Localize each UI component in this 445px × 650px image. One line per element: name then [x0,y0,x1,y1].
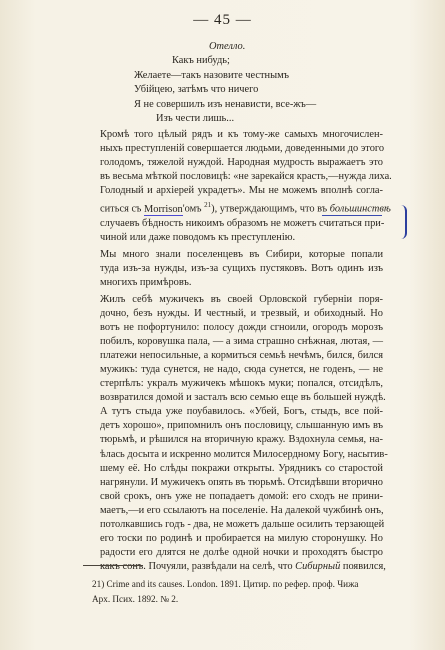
text-line: платежи непосильные, а кормиться семьѣ нечѣмъ, бился, бился [100,350,383,362]
page-number: — 45 — [193,12,252,28]
text-line: радости его длятся не долѣе одной ночки и проходятъ быстро [100,546,383,558]
text-fragment: ), утверждающимъ, что въ [211,203,330,215]
verse-quote [134,40,374,126]
text-line: вотъ не пофортунило: полосу дожди сгноили, огородъ морозъ [100,322,383,334]
text-fragment: 'омъ [182,203,205,215]
text-line: Кромѣ того цѣлый рядъ и къ тому-же самыхъ многочислен- [100,129,383,140]
text-line: возвратился домой и засталъ всю семью еще въ большей нуждѣ. [100,392,386,404]
verse-line: Желаете—такъ назовите честнымъ [134,69,290,81]
text-fragment: какъ сонъ. Почуяли, развѣдали на селѣ, что [100,560,296,572]
emphasis-word: Сибирный [295,560,341,572]
paragraph-siberia [83,248,383,290]
verse-line: Убійцею, затѣмъ что ничего [134,84,259,96]
verse-speaker: Отелло. [209,41,246,52]
text-line: побилъ, коровушка пала, — а зима страшно снѣжная, лютая, — [100,336,383,348]
text-line: стерпѣлъ: укралъ мужичекъ мѣшокъ муки; попался, отсидѣлъ, [100,378,383,390]
verse-line: Я не совершилъ изъ ненависти, все-жъ— [134,98,317,110]
text-line: Голодный и архіерей украдетъ». Мы не можемъ вполнѣ согла- [100,185,383,197]
text-line: дочно, безъ нужды. И честный, и трезвый, и обиходный. Но [100,308,383,320]
text-line: Мы много знали поселенцевъ въ Сибири, которые попали [100,248,383,260]
body-text [83,128,392,577]
footnote-divider [83,565,143,566]
text-line: многихъ примѣровъ. [100,276,192,288]
text-line: голодомъ, тяжелой нуждой. Народная мудрость выражаетъ это [100,157,383,169]
author-name-underlined: Morrison [144,203,183,215]
paragraph-poverty [83,128,392,245]
text-line: чиной или даже поводомъ къ преступленію. [100,231,296,243]
footnote-line: 21) Crime and its causes. London. 1891. Цитир. по рефер. проф. Чижа [92,579,359,589]
paragraph-story [83,293,388,574]
text-line [83,560,386,574]
text-line: шему её. Но слѣды покражи открыты. Урядникъ со старостой [100,462,383,474]
text-line: ныхъ преступленій совершается людьми, доведенными до этого [100,143,385,155]
footnote-line: Арх. Псих. 1892. № 2. [92,594,179,604]
pencil-underline-mark [322,215,382,216]
text-line: свой срокъ, онъ уже не попадаетъ домой: его сходъ не прини- [100,490,383,502]
text-line: мужикъ: туда сунется, не надо, сюда сунется, не годенъ, — не [100,364,383,376]
text-line: тюрьмѣ, и рѣшился на вторичную кражу. Вздохнула семья, на- [100,434,383,446]
text-fragment: появился, [340,560,386,572]
text-line: Жилъ себѣ мужичекъ въ своей Орловской губерніи поря- [100,293,383,305]
text-line: въ весьма мѣткой пословицѣ: «не зарекайся красть,—нужда лиха. [100,171,392,183]
emphasis-word: большинствѣ [329,203,391,215]
text-fragment: ситься съ [100,203,145,215]
text-line: А тутъ стыда уже поубавилось. «Убей, Богъ, стыдъ, все пой- [100,406,383,418]
verse-line: Какъ нибудь; [172,55,230,67]
text-line: ѣлась досыта и искренно молится Милосердному Богу, насытив- [100,448,388,460]
verse-line: Изъ чести лишь... [156,113,235,125]
text-line: потолкавшись годъ - два, не можетъ дальше осилить терзающей [100,518,385,530]
text-line [83,198,391,217]
text-line: туда изъ-за нужды, изъ-за сущихъ пустяковъ. Вотъ одинъ изъ [100,262,383,274]
text-line: детъ хорошо», припомнилъ онъ пословицу, слышанную имъ въ [100,420,383,432]
text-line: нагрянули. И мужичекъ опять въ тюрьмѣ. Отсидѣвши вторично [100,476,383,488]
footnote-marker: 21 [204,201,212,210]
text-line: случаевъ бѣдность никоимъ образомъ не можетъ считаться при- [100,217,385,229]
footnote [92,577,387,607]
text-line: его тоски по родинѣ и пробирается на милую сторонушку. Но [100,532,383,544]
pencil-margin-bracket [397,205,407,239]
text-line: маетъ,—и его ссылаютъ на поселеніе. На далекой чужбинѣ онъ, [100,504,384,516]
